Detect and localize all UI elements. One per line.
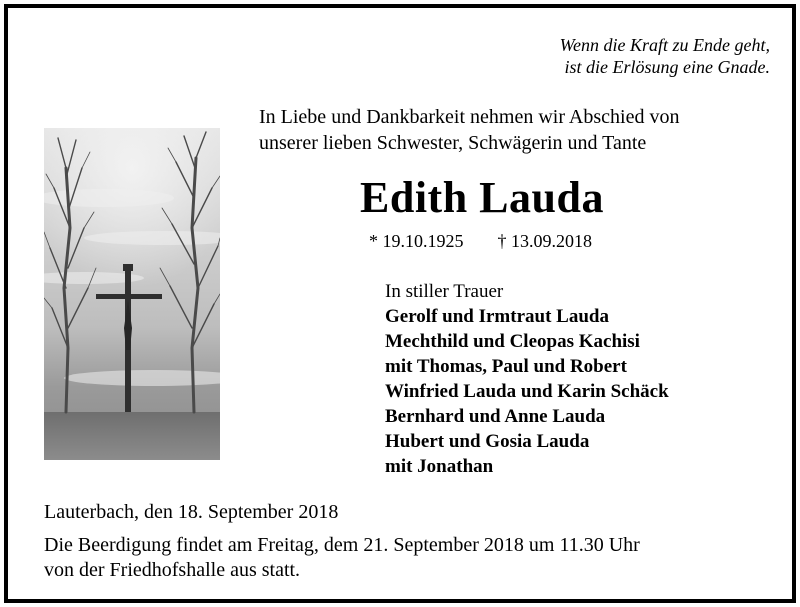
intro-text: [259, 104, 679, 156]
intro-line-2: unserer lieben Schwester, Schwägerin und Tante: [259, 132, 647, 154]
death-date: † 13.09.2018: [497, 231, 592, 251]
mourners-heading: In stiller Trauer: [385, 281, 504, 302]
mourner-line: mit Thomas, Paul und Robert: [385, 356, 627, 377]
intro-line-1: In Liebe und Dankbarkeit nehmen wir Abschied von: [259, 106, 680, 128]
mourners-list: [385, 279, 669, 479]
mourner-line: Winfried Lauda und Karin Schäck: [385, 381, 669, 402]
quote-line-2: ist die Erlösung eine Gnade.: [564, 57, 770, 77]
mourner-line: Mechthild und Cleopas Kachisi: [385, 331, 640, 352]
life-dates: [369, 229, 592, 253]
quote: [560, 34, 770, 78]
funeral-line-1: Die Beerdigung findet am Freitag, dem 21. September 2018 um 11.30 Uhr: [44, 534, 640, 556]
deceased-name: Edith Lauda: [360, 173, 604, 222]
place-and-date: Lauterbach, den 18. September 2018: [44, 501, 339, 523]
crucifix-photo: [44, 128, 220, 460]
funeral-line-2: von der Friedhofshalle aus statt.: [44, 559, 301, 581]
funeral-info: [44, 533, 640, 583]
mourner-line: Bernhard und Anne Lauda: [385, 406, 606, 427]
quote-line-1: Wenn die Kraft zu Ende geht,: [559, 35, 770, 55]
mourner-line: Hubert und Gosia Lauda: [385, 431, 590, 452]
mourner-line: mit Jonathan: [385, 456, 494, 477]
birth-date: * 19.10.1925: [369, 231, 464, 251]
mourner-line: Gerolf und Irmtraut Lauda: [385, 306, 609, 327]
